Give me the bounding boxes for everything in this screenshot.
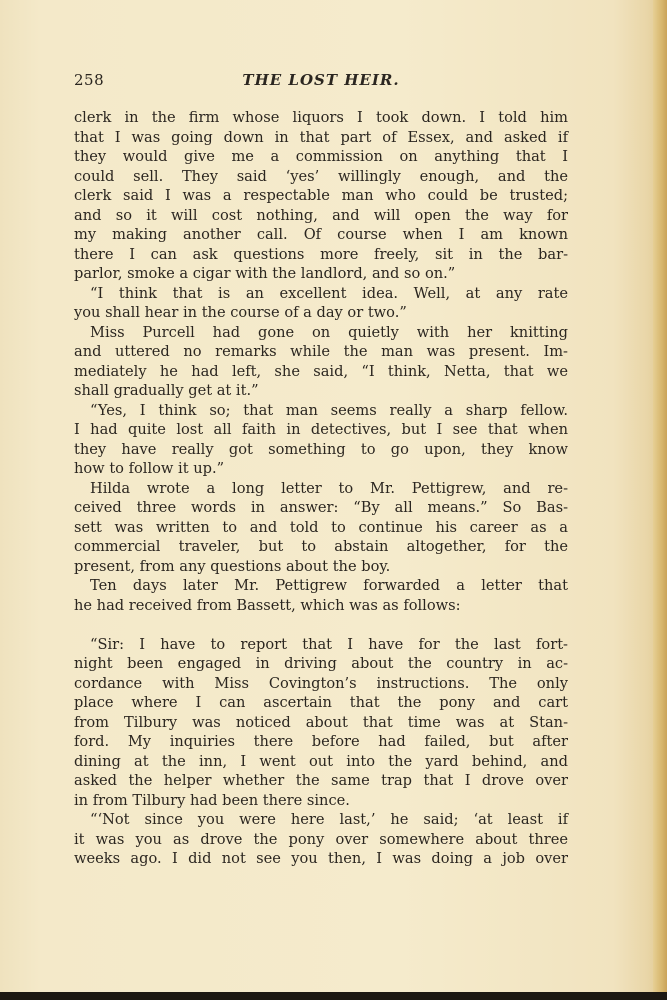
text-line: clerk in the firm whose liquors I took down. I told him	[74, 109, 568, 126]
text-line: they would give me a commission on anything that I	[74, 148, 568, 165]
paragraph-gap	[74, 615, 568, 635]
body-text	[74, 108, 568, 869]
running-header	[74, 71, 568, 93]
text-line: “Yes, I think so; that man seems really a sharp fellow.	[90, 401, 568, 419]
text-line: Hilda wrote a long letter to Mr. Pettigrew, and re-	[90, 479, 568, 497]
text-line: shall gradually get at it.”	[74, 382, 259, 399]
text-line: place where I can ascertain that the pony and cart	[74, 694, 568, 711]
running-title: THE LOST HEIR.	[242, 71, 400, 89]
text-line: “‘Not since you were here last,’ he said; ‘at least if	[90, 811, 568, 828]
text-line: Miss Purcell had gone on quietly with her knitting	[90, 323, 568, 341]
text-line: he had received from Bassett, which was as follows:	[74, 596, 461, 614]
text-line: cordance with Miss Covington’s instructions. The only	[74, 674, 568, 692]
text-line: asked the helper whether the same trap that I drove over	[74, 772, 568, 789]
text-line: and uttered no remarks while the man was present. Im-	[74, 343, 568, 360]
text-line: mediately he had left, she said, “I think, Netta, that we	[74, 362, 568, 380]
text-line: “Sir: I have to report that I have for the last fort-	[90, 635, 568, 653]
text-line: ceived three words in answer: “By all means.” So Bas-	[74, 499, 568, 516]
text-line: they have really got something to go upon, they know	[74, 440, 568, 458]
text-line: in from Tilbury had been there since.	[74, 791, 350, 809]
text-line: Ten days later Mr. Pettigrew forwarded a letter that	[90, 577, 568, 594]
text-line: from Tilbury was noticed about that time was at Stan-	[74, 713, 568, 731]
text-line: “I think that is an excellent idea. Well, at any rate	[90, 284, 568, 302]
text-line: that I was going down in that part of Essex, and asked if	[74, 128, 568, 146]
text-line: there I can ask questions more freely, sit in the bar-	[74, 245, 568, 263]
page-bottom-edge	[0, 992, 667, 1000]
text-line: dining at the inn, I went out into the yard behind, and	[74, 752, 568, 770]
page-number: 258	[74, 71, 105, 89]
text-line: how to follow it up.”	[74, 460, 225, 477]
text-line: weeks ago. I did not see you then, I was doing a job over	[74, 850, 568, 867]
text-line: ford. My inquiries there before had failed, but after	[74, 733, 568, 750]
text-line: sett was written to and told to continue his career as a	[74, 518, 568, 536]
text-line: it was you as drove the pony over somewhere about three	[74, 830, 568, 848]
page-edge-shadow	[653, 0, 667, 1000]
text-line: you shall hear in the course of a day or two.”	[74, 304, 407, 321]
text-line: commercial traveler, but to abstain altogether, for the	[74, 538, 568, 555]
text-line: night been engaged in driving about the country in ac-	[74, 655, 568, 672]
text-line: my making another call. Of course when I am known	[74, 226, 568, 243]
text-line: and so it will cost nothing, and will open the way for	[74, 206, 568, 224]
text-line: clerk said I was a respectable man who could be trusted;	[74, 187, 568, 204]
text-line: I had quite lost all faith in detectives, but I see that when	[74, 421, 568, 438]
text-line: present, from any questions about the boy.	[74, 557, 391, 575]
text-line: parlor, smoke a cigar with the landlord, and so on.”	[74, 265, 456, 282]
text-line: could sell. They said ‘yes’ willingly enough, and the	[74, 167, 568, 185]
